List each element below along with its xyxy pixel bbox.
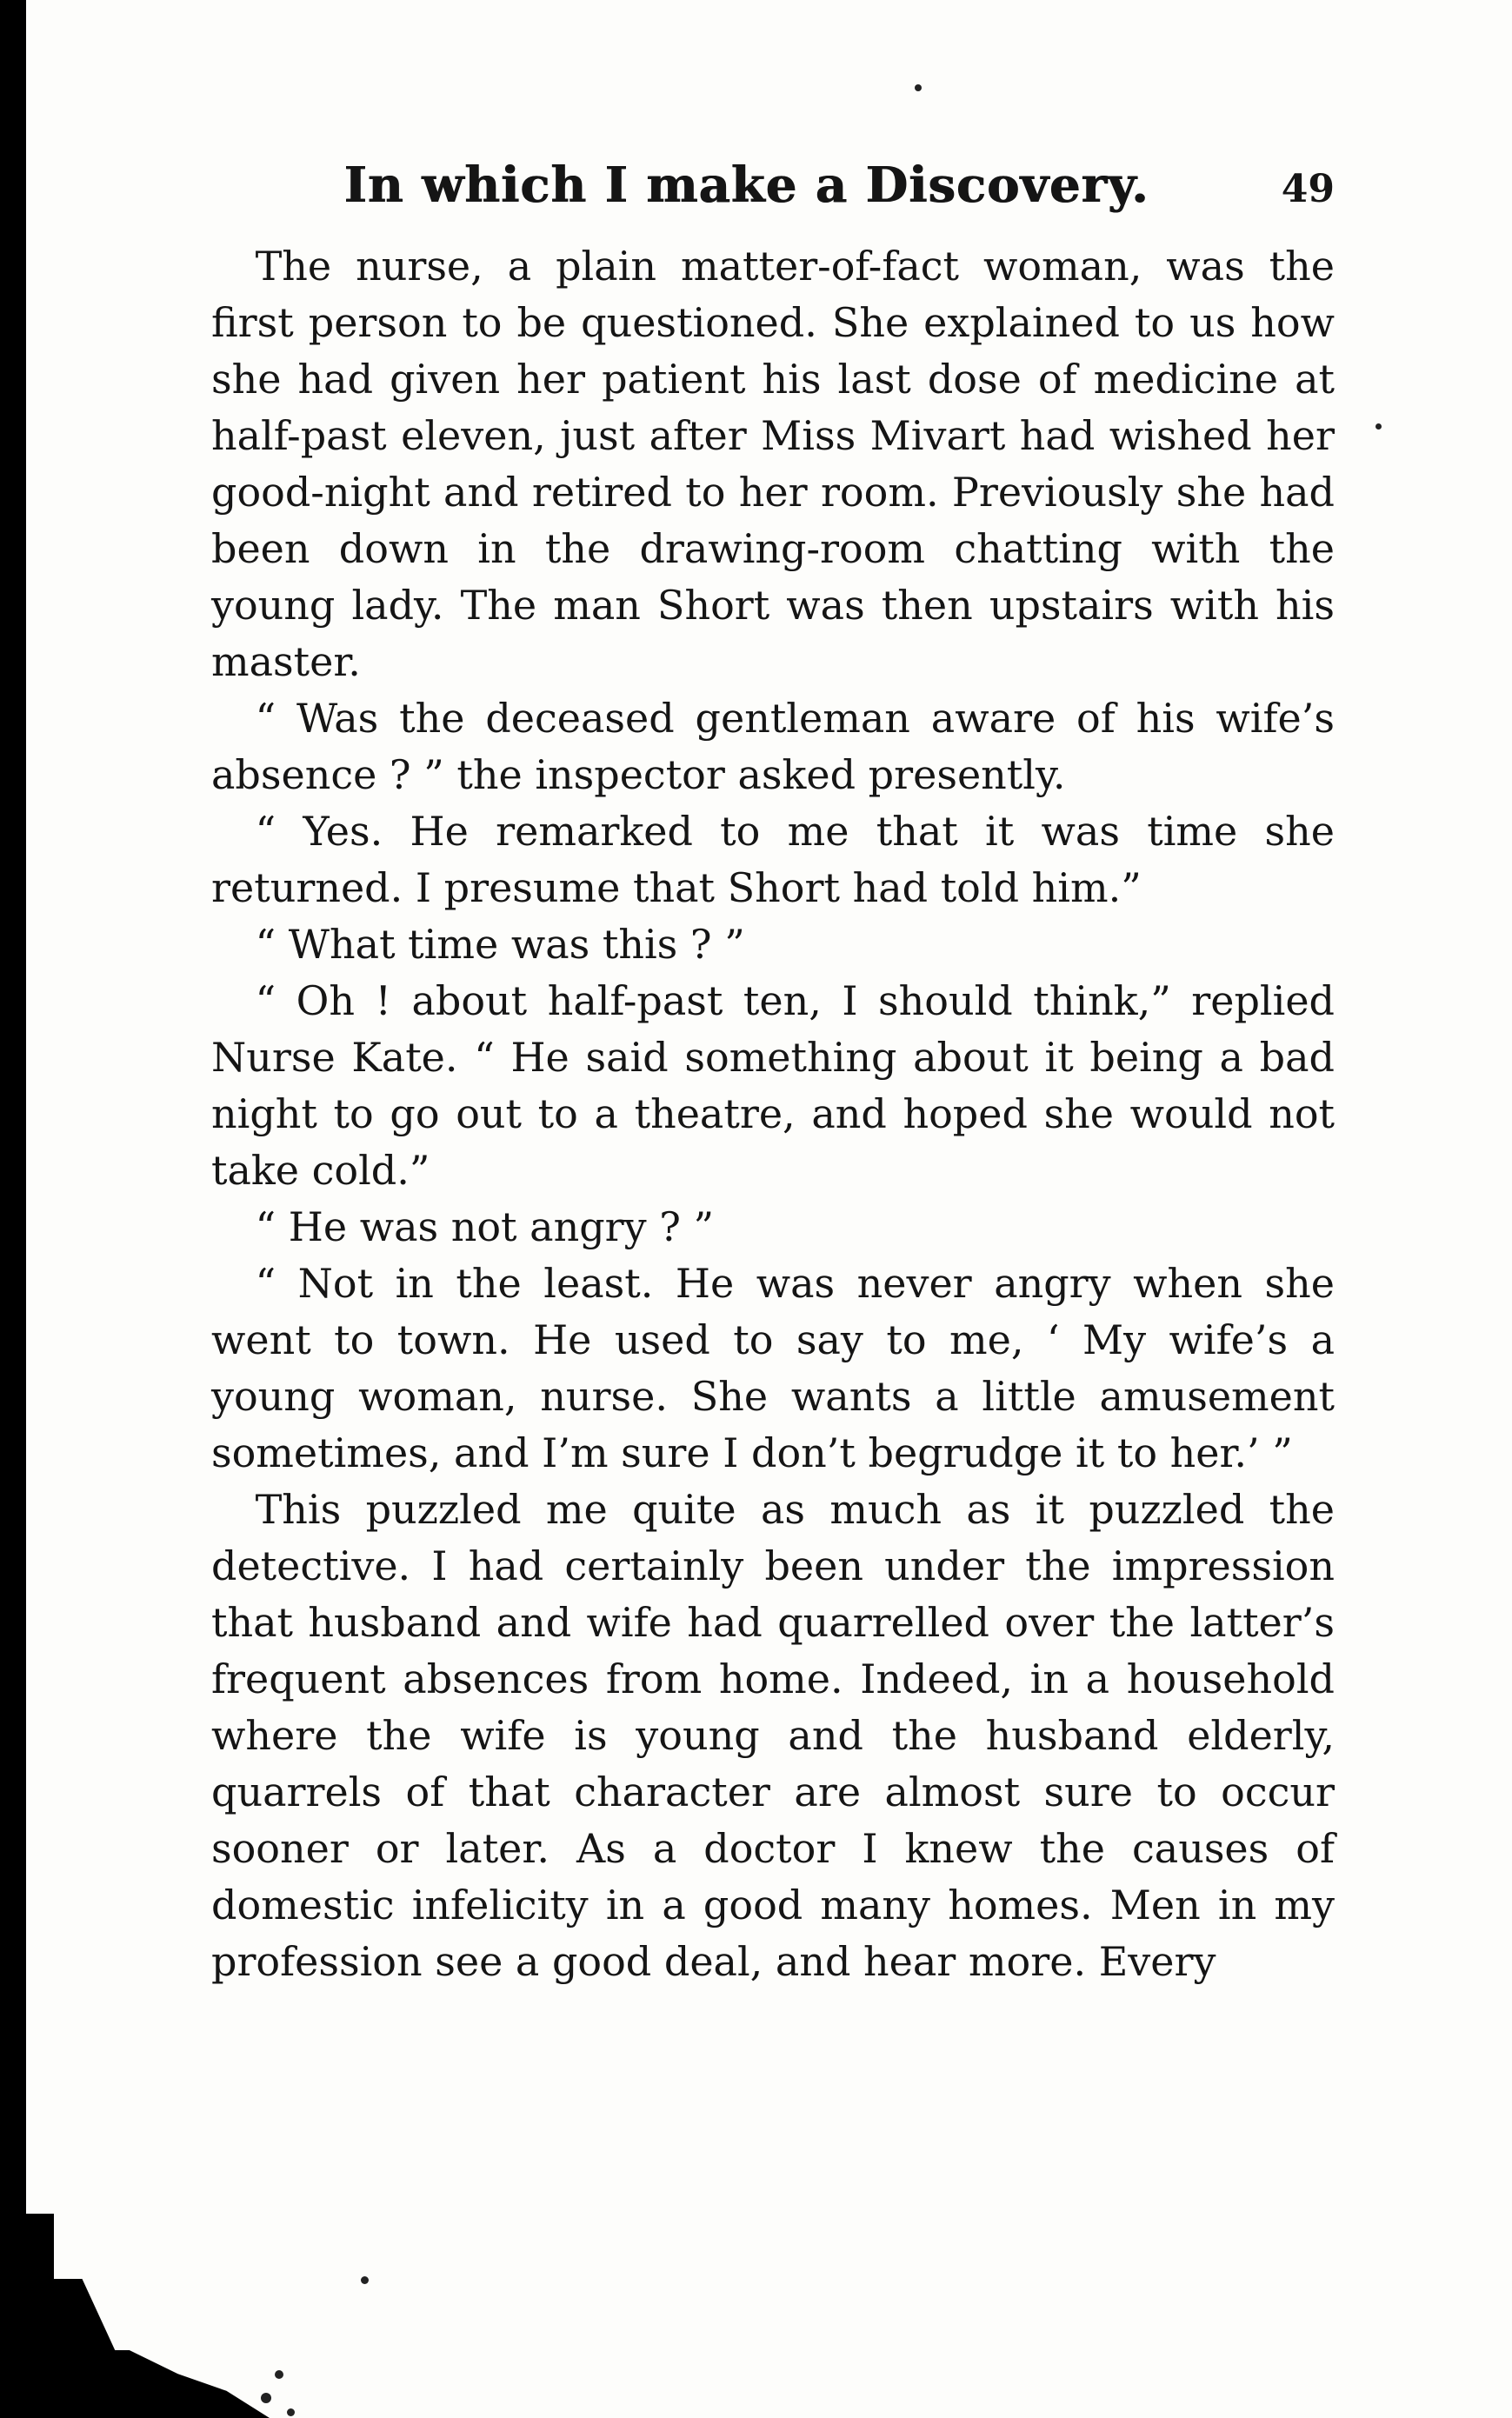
scan-artifact-speck	[287, 2408, 295, 2416]
scan-artifact-bottom-blob	[0, 2350, 270, 2418]
scan-artifact-speck	[1375, 423, 1382, 430]
page-number: 49	[1281, 167, 1335, 211]
scan-artifact-speck	[361, 2276, 369, 2284]
paragraph: The nurse, a plain matter-of-fact woman, was the first person to be questioned. She explained to us how she had given her patient his last dose of medicine at half-past eleven, just after Miss Mivart had wished her good-night and retired to her room. Previously she had been down in the drawing-room chatting with the young lady. The man Short was then upstairs with his master.	[211, 243, 1335, 685]
chapter-title: In which I make a Discovery.	[343, 157, 1149, 214]
scan-artifact-left-bar	[0, 0, 26, 2418]
text-block	[211, 238, 1335, 1990]
paragraph: “ Oh ! about half-past ten, I should think,” replied Nurse Kate. “ He said something about it being a bad night to go out to a theatre, and hoped she would not take cold.”	[211, 977, 1335, 1194]
paragraph: “ What time was this ? ”	[255, 921, 745, 968]
scan-artifact-speck	[915, 84, 922, 91]
scan-artifact-speck	[261, 2393, 271, 2403]
paragraph: “ Was the deceased gentleman aware of his wife’s absence ? ” the inspector asked presently.	[211, 695, 1335, 798]
paragraph: This puzzled me quite as much as it puzzled the detective. I had certainly been under the impression that husband and wife had quarrelled over the latter’s frequent absences from home. Indeed, in a household where the wife is young and the husband elderly, quarrels of that character are almost sure to occur sooner or later. As a doctor I knew the causes of domestic infelicity in a good many homes. Men in my profession see a good deal, and hear more. Every	[211, 1486, 1335, 1985]
paragraph: “ Yes. He remarked to me that it was time she returned. I presume that Short had told him.”	[211, 808, 1335, 911]
page-header	[211, 157, 1335, 214]
scan-artifact-speck	[275, 2370, 283, 2379]
paragraph: “ Not in the least. He was never angry when she went to town. He used to say to me, ‘ My wife’s a young woman, nurse. She wants a little amusement sometimes, and I’m sure I don’t begrudge it to her.’ ”	[211, 1260, 1335, 1476]
page-content	[211, 157, 1335, 1990]
paragraph: “ He was not angry ? ”	[255, 1203, 715, 1250]
